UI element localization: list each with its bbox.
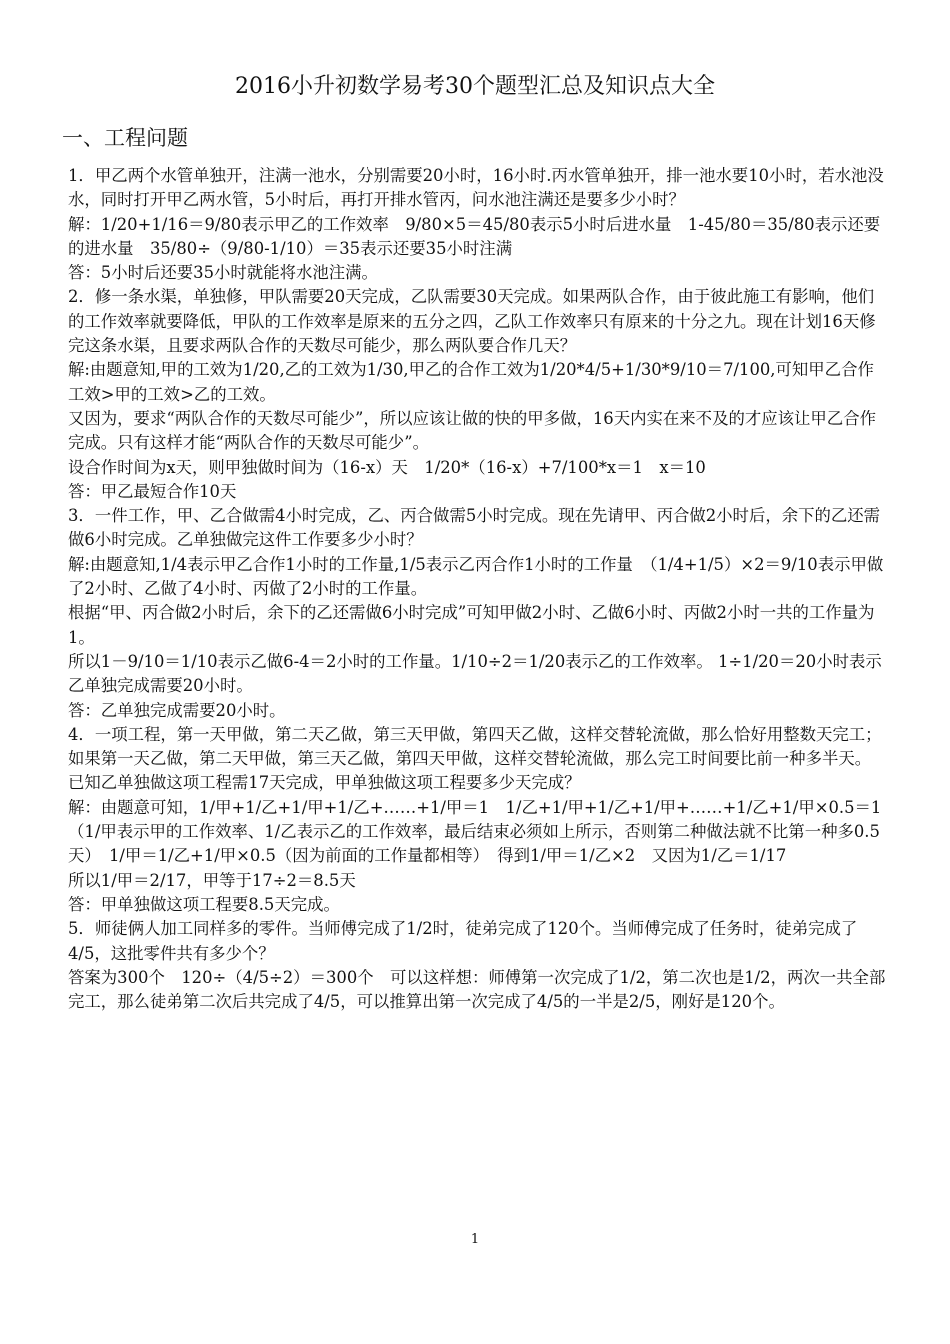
paragraph: （1/甲表示甲的工作效率、1/乙表示乙的工作效率，最后结束必须如上所示，否则第二种做法就不比第一种多0.5天） 1/甲＝1/乙+1/甲×0.5（因为前面的工作量都相等） 得到1/甲＝1/乙×2 又因为1/乙＝1/17 xyxy=(68,822,880,866)
paragraph: 所以1/甲＝2/17，甲等于17÷2＝8.5天 xyxy=(68,870,356,890)
paragraph: 根据“甲、丙合做2小时后，余下的乙还需做6小时完成”可知甲做2小时、乙做6小时、丙做2小时一共的工作量为1。 xyxy=(68,603,875,647)
document-title: 2016小升初数学易考30个题型汇总及知识点大全 xyxy=(235,74,715,99)
paragraph: 1．甲乙两个水管单独开，注满一池水，分别需要20小时，16小时.丙水管单独开，排一池水要10小时，若水池没水，同时打开甲乙两水管，5小时后，再打开排水管丙，问水池注满还是要多少小时？ xyxy=(68,166,884,210)
paragraph: 解:由题意知,甲的工效为1/20,乙的工效为1/30,甲乙的合作工效为1/20*4/5+1/30*9/10＝7/100,可知甲乙合作工效>甲的工效>乙的工效。 xyxy=(68,360,874,404)
paragraph: 又因为，要求“两队合作的天数尽可能少”，所以应该让做的快的甲多做，16天内实在来不及的才应该让甲乙合作完成。只有这样才能“两队合作的天数尽可能少”。 xyxy=(68,408,876,453)
paragraph: 答案为300个 120÷（4/5÷2）＝300个 可以这样想：师傅第一次完成了1/2，第二次也是1/2，两次一共全部完工，那么徒弟第二次后共完成了4/5，可以推算出第一次完成了4/5的一半是2/5，刚好是120个。 xyxy=(68,967,886,1012)
paragraph: 解:由题意知,1/4表示甲乙合作1小时的工作量,1/5表示乙丙合作1小时的工作量 （1/4+1/5）×2＝9/10表示甲做了2小时、乙做了4小时、丙做了2小时的工作量。 xyxy=(68,554,884,599)
paragraph: 4．一项工程，第一天甲做，第二天乙做，第三天甲做，第四天乙做，这样交替轮流做，那么恰好用整数天完工；如果第一天乙做，第二天甲做，第三天乙做，第四天甲做，这样交替轮流做，那么完工时间要比前一种多半天。已知乙单独做这项工程需17天完成，甲单独做这项工程要多少天完成？ xyxy=(68,724,882,793)
paragraph: 解：由题意可知，1/甲+1/乙+1/甲+1/乙+……+1/甲＝1 1/乙+1/甲+1/乙+1/甲+……+1/乙+1/甲×0.5＝1 xyxy=(68,797,882,817)
paragraph: 3．一件工作，甲、乙合做需4小时完成，乙、丙合做需5小时完成。现在先请甲、丙合做2小时后，余下的乙还需做6小时完成。乙单独做完这件工作要多少小时？ xyxy=(68,506,881,550)
paragraph: 答：甲乙最短合作10天 xyxy=(68,481,237,501)
paragraph: 2．修一条水渠，单独修，甲队需要20天完成，乙队需要30天完成。如果两队合作，由于彼此施工有影响，他们的工作效率就要降低，甲队的工作效率是原来的五分之四，乙队工作效率只有原来的十分之九。现在计划16天修完这条水渠，且要求两队合作的天数尽可能少，那么两队要合作几天？ xyxy=(68,287,876,356)
paragraph: 所以1－9/10＝1/10表示乙做6-4＝2小时的工作量。1/10÷2＝1/20表示乙的工作效率。 1÷1/20＝20小时表示乙单独完成需要20小时。 xyxy=(68,651,882,696)
paragraph: 答：甲单独做这项工程要8.5天完成。 xyxy=(68,894,340,914)
page-number: 1 xyxy=(470,1232,480,1247)
paragraph: 5．师徒俩人加工同样多的零件。当师傅完成了1/2时，徒弟完成了120个。当师傅完成了任务时，徒弟完成了4/5，这批零件共有多少个？ xyxy=(68,919,858,963)
paragraph: 解：1/20+1/16＝9/80表示甲乙的工作效率 9/80×5＝45/80表示5小时后进水量 1-45/80＝35/80表示还要的进水量 35/80÷（9/80-1/10）＝35表示还要35小时注满 xyxy=(68,214,881,258)
section-heading: 一、工程问题 xyxy=(62,126,188,150)
paragraph: 答：乙单独完成需要20小时。 xyxy=(68,700,286,720)
document-body xyxy=(68,164,886,1014)
paragraph: 答：5小时后还要35小时就能将水池注满。 xyxy=(68,263,378,283)
paragraph: 设合作时间为x天，则甲独做时间为（16-x）天 1/20*（16-x）+7/100*x＝1 x＝10 xyxy=(68,457,706,477)
